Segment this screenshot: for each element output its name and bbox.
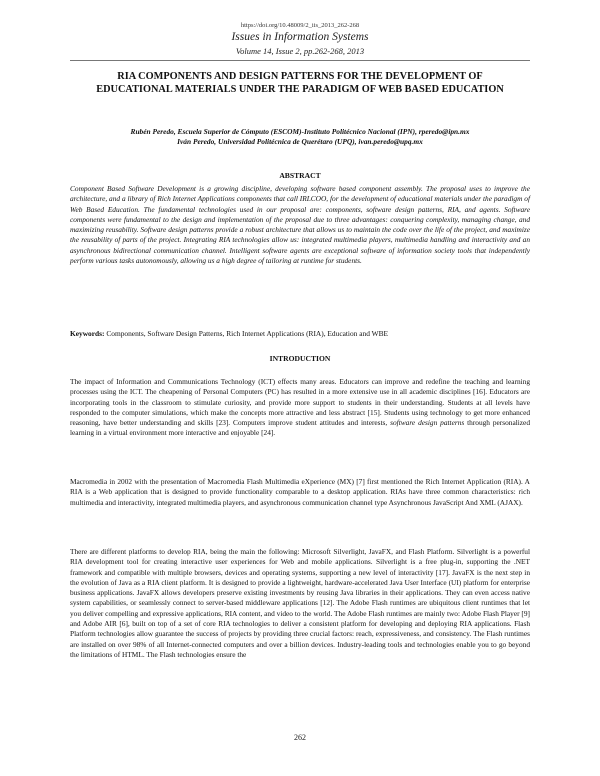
- abstract-text: Component Based Software Development is a growing discipline, developing software based component assembly. The proposal uses to improve the architecture, and a library of Rich Internet Applications components that call IRLCOO, for the development of educational materials under the paradigm of Web Based Education. The fundamental technologies used in our proposal are: components, software design patterns, RIA, and agents. Software components were fundamental to the design and implementation of the proposal due to three advantages: conquering complexity, managing change, and maximizing reusability. Software design patterns provide a robust architecture that allows us to maintain the code over the life of the project, and maximize the reusability of parts of the project. Integrating RIA technologies allow us: integrated multimedia players, multimedia handling and interactivity and an asynchronous bidirectional communication channel. Intelligent software agents are exceptional software of information society tools that independently perform various tasks autonomously, allowing us a high degree of tailoring at runtime for students.: [70, 184, 530, 266]
- paper-title: RIA COMPONENTS AND DESIGN PATTERNS FOR THE DEVELOPMENT OF EDUCATIONAL MATERIALS UNDER THE PARADIGM OF WEB BASED EDUCATION: [96, 71, 504, 95]
- journal-name: Issues in Information Systems: [231, 31, 369, 43]
- keywords-label: Keywords:: [70, 329, 105, 338]
- keywords: [70, 329, 530, 339]
- paragraph-1-part-b: through personalized learning in a virtual environment more interactive and enjoyable [24].: [70, 418, 530, 438]
- paragraph-1-emphasis: software design patterns: [390, 418, 465, 428]
- author-line-1: Rubén Peredo, Escuela Superior de Cómputo (ESCOM)-Instituto Politécnico Nacional (IPN), rperedo@ipn.mx: [130, 127, 470, 136]
- abstract-heading: ABSTRACT: [279, 171, 321, 180]
- header-divider: [70, 60, 530, 61]
- doi-link[interactable]: https://doi.org/10.48009/2_iis_2013_262-268: [240, 22, 360, 29]
- author-line-2: Iván Peredo, Universidad Politécnica de Querétaro (UPQ), ivan.peredo@upq.mx: [177, 137, 423, 146]
- paragraph-1: [70, 377, 530, 439]
- paragraph-2: Macromedia in 2002 with the presentation of Macromedia Flash Multimedia eXperience (MX) [7] first mentioned the Rich Internet Application (RIA). A RIA is a Web application that is designed to provide functionality comparable to a desktop application. RIAs have three common characteristics: rich multimedia and interactivity, integrated multimedia players, and asynchronous communication channel type Asynchronous JavaScript And XML (AJAX).: [70, 477, 530, 507]
- journal-volume: Volume 14, Issue 2, pp.262-268, 2013: [235, 46, 365, 56]
- author-block: [70, 127, 530, 147]
- paragraph-1-part-a: The impact of Information and Communications Technology (ICT) effects many areas. Educators can improve and redefine the teaching and learning processes using the ICT. The cheapening of Personal Computers (PC) has resulted in a more extensive use in all academic disciplines [16]. Educators are incorporating tools in the classroom to stimulate curiosity, and provide more support to students in their understanding. Students at all levels have responded to the computer simulations, which make the concepts more attractive and less abstract [15]. Students using technology to get more enhanced reasoning, have better understanding and skills [23]. Computers improve student attitudes and interests,: [70, 377, 530, 428]
- page-number: 262: [294, 733, 306, 742]
- paragraph-3: There are different platforms to develop RIA, being the main the following: Microsoft Silverlight, JavaFX, and Flash Platform. Silverlight is a powerful RIA development tool for creating interactive user experiences for Web and mobile applications. Silverlight is a free plug-in, supporting the .NET framework and compatible with multiple browsers, devices and operating systems, supporting a new level of interactivity [17]. JavaFX is the next step in the evolution of Java as a RIA client platform. It is designed to provide a lightweight, hardware-accelerated Java User Interface (UI) platform for enterprise business applications. JavaFX allows developers preserve existing investments by reusing Java libraries in their applications. They can even access native system capabilities, or seamlessly connect to server-based middleware applications [12]. The Adobe Flash runtimes are ubiquitous client runtimes that let you deliver compelling and expressive applications, RIA content, and video to the world. The Adobe Flash runtimes are mainly two: Adobe Flash Player [9] and Adobe AIR [6], built on top of a set of core RIA technologies to deliver a consistent platform for developing and deploying RIA applications. Flash Platform technologies allow guarantee the success of projects by providing three crucial factors: reach, expressiveness, and consistency. The Flash runtimes are installed on over 98% of all Internet-connected computers and over a billion devices. Industry-leading tools and technologies enable you to go beyond the limitations of HTML. The Flash technologies ensure the: [70, 547, 530, 659]
- keywords-text: Components, Software Design Patterns, Rich Internet Applications (RIA), Education and WBE: [104, 329, 389, 338]
- introduction-heading: INTRODUCTION: [269, 354, 331, 363]
